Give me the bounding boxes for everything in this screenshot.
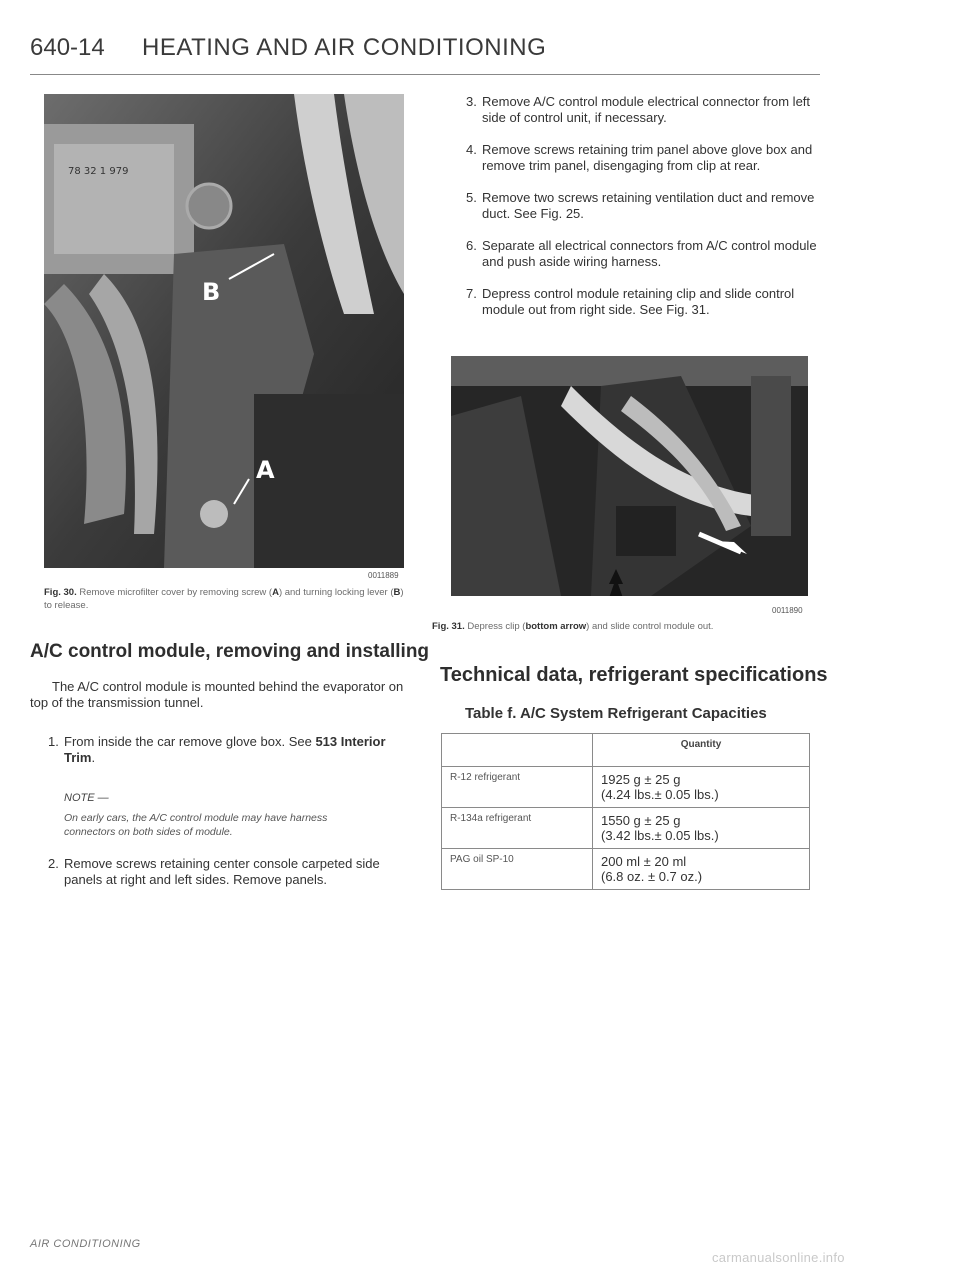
fig30-part-number: 78 32 1 979 [68, 166, 129, 177]
header-rule [30, 74, 820, 75]
page-footer: AIR CONDITIONING [30, 1238, 141, 1250]
fig30-label-b: B [202, 278, 221, 306]
page-title: HEATING AND AIR CONDITIONING [142, 34, 547, 61]
table-row-value: 200 ml ± 20 ml (6.8 oz. ± 0.7 oz.) [593, 849, 810, 890]
page-number: 640-14 [30, 34, 105, 61]
table-row-value: 1925 g ± 25 g (4.24 lbs.± 0.05 lbs.) [593, 767, 810, 808]
fig31-illustration [451, 356, 808, 596]
watermark: carmanualsonline.info [712, 1250, 845, 1265]
table-header-empty [442, 734, 593, 767]
fig31-caption-label: Fig. 31. [432, 621, 465, 632]
note-body: On early cars, the A/C control module may have harness connectors on both sides of module. [64, 812, 328, 838]
table-row [442, 849, 810, 890]
table-row-label: R-12 refrigerant [442, 767, 593, 808]
table-row [442, 767, 810, 808]
fig30-illustration [44, 94, 404, 568]
table-row [442, 808, 810, 849]
fig30-caption-label: Fig. 30. [44, 587, 77, 598]
table-header-quantity: Quantity [593, 734, 810, 767]
refrigerant-capacities-table [441, 733, 810, 890]
table-title: Table f. A/C System Refrigerant Capacities [465, 705, 767, 722]
crossref-513: 513 Interior Trim [64, 734, 386, 765]
fig30-photo [44, 94, 404, 568]
fig31-photo [451, 356, 808, 596]
fig30-label-a: A [256, 456, 275, 484]
page-header [30, 30, 820, 76]
section-heading-ac-control-module: A/C control module, removing and installing [30, 641, 430, 662]
table-header-row [442, 734, 810, 767]
table-row-label: PAG oil SP-10 [442, 849, 593, 890]
fig31-id: 0011890 [772, 606, 803, 615]
note-heading: NOTE — [64, 792, 109, 804]
table-row-value: 1550 g ± 25 g (3.42 lbs.± 0.05 lbs.) [593, 808, 810, 849]
section1-intro: The A/C control module is mounted behind the evaporator on top of the transmission tunnel. [30, 679, 404, 710]
fig31-caption: Fig. 31. Depress clip (bottom arrow) and slide control module out. [432, 621, 714, 632]
table-row-label: R-134a refrigerant [442, 808, 593, 849]
fig30-id: 0011889 [368, 571, 399, 580]
fig30-caption: Fig. 30. Remove microfilter cover by removing screw (A) and turning locking lever (B) to release. [44, 587, 404, 611]
section-heading-technical-data: Technical data, refrigerant specifications [440, 664, 828, 686]
